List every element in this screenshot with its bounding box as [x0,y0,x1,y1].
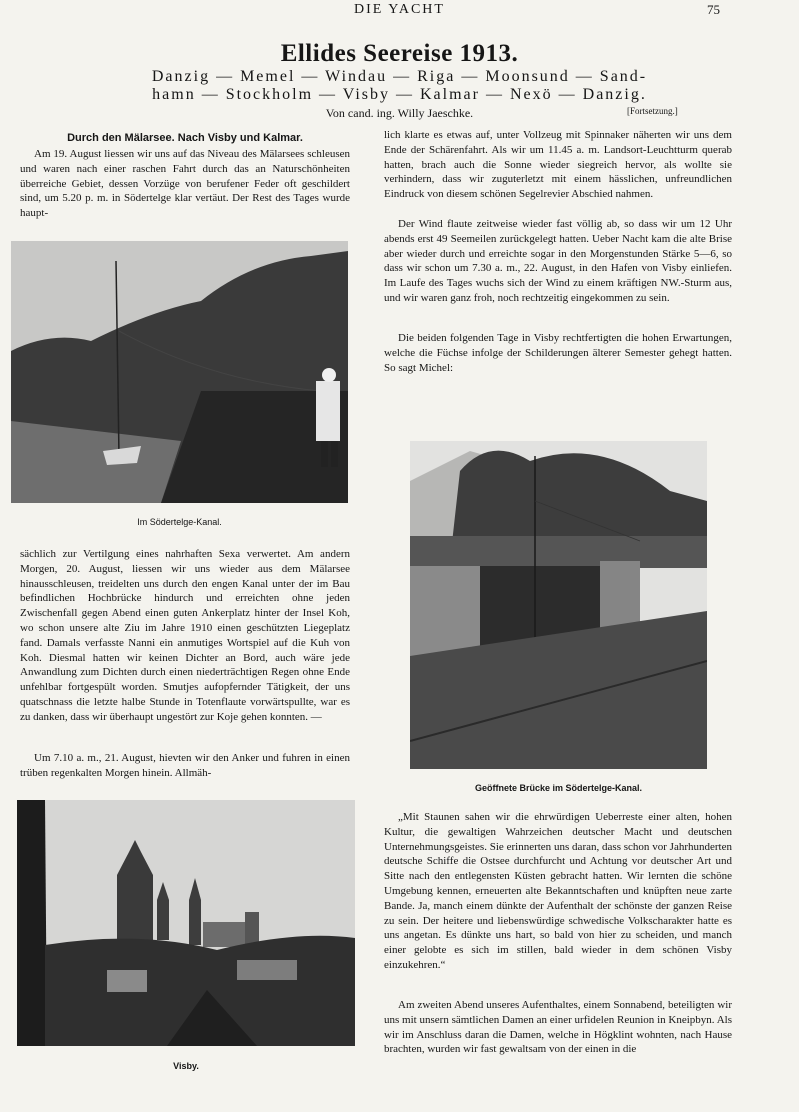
author-line: Von cand. ing. Willy Jaeschke. [325,106,474,120]
route-line-1: Danzig — Memel — Windau — Riga — Moonsund — Sand- [151,68,648,85]
paragraph: Der Wind flaute zeitweise wieder fast völlig ab, so dass wir um 12 Uhr abends erst 49 Seemeilen zurückgelegt hatten. Ueber Nacht kam die alte Brise aber wieder durch und erreichte sogar in den Morgenstunden Stärke 5—6, so dass wir schon um 7.30 a. m., 22. August, in den Hafen von Visby einliefen. Im Laufe des Tages wuchs sich der Wind zu einem kräftigen NW.-Sturm aus, und wir waren ganz froh, noch rechtzeitig eingekommen zu sein. [384,218,732,304]
canal-photo [11,241,348,503]
section-heading: Durch den Mälarsee. Nach Visby und Kalmar. [67,132,303,144]
paragraph: Die beiden folgenden Tage in Visby rechtfertigten die hohen Erwartungen, welche die Füchse infolge der Schilderungen älterer Semester gehegt hatten. So sagt Michel: [384,332,732,374]
running-head: DIE YACHT [354,2,445,17]
visby-caption: Visby. [173,1061,199,1071]
continued-note: [Fortsetzung.] [627,106,678,116]
paragraph: Um 7.10 a. m., 21. August, hievten wir den Anker und fuhren in einen trüben regenkalten Morgen hinein. Allmäh- [20,752,350,779]
bridge-caption: Geöffnete Brücke im Södertelge-Kanal. [474,783,643,793]
paragraph: Am zweiten Abend unseres Aufenthaltes, einem Sonnabend, beteiligten wir uns mit unsern sämtlichen Damen an einer urfidelen Reunion in Kneipbyn. Als wir im Anschluss daran die Damen, welche in Högklint wohnten, nach Hause brachten, wurden wir fast gewaltsam von der einen in die [384,999,732,1056]
paragraph: „Mit Staunen sahen wir die ehrwürdigen Ueberreste einer alten, hohen Kultur, die gewaltigen Wahrzeichen deutscher Macht und deutschen Unternehmungsgeistes. Sie erinnerten uns daran, dass schon vor Jahrhunderten deutsche Schiffe die Ostsee durchfurcht und Achtung vor deutscher Art und Sitte nach den entlegensten Küsten gebracht hatten. Wir lernten die schöne Umgebung kennen, erneuerten alte Bekanntschaften und knüpften neue zarte Bande. Ja, manch einem dünkte der Aufenthalt der schönste der ganzen Reise zu sein. Der heitere und liebenswürdige schwedische Volkscharakter hatte es uns angetan. Es dünkte uns hart, so bald von hier zu scheiden, und manch einer gelobte es sich im stillen, bald wieder in dem schönen Visby einzukehren.“ [384,811,732,971]
left-column-top [20,132,350,221]
visby-photo [17,800,355,1046]
paragraph: Am 19. August liessen wir uns auf das Niveau des Mälarsees schleusen und waren nach einer raschen Fahrt durch das an Naturschönheiten überreiche Gebiet, dessen Vorzüge von berufener Feder oft geschildert sind, um 5.20 p. m. in Södertelge klar vertäut. Der Rest des Tages wurde haupt- [20,148,350,220]
bridge-photo [410,441,707,769]
paragraph: lich klarte es etwas auf, unter Vollzeug mit Spinnaker näherten wir uns dem Ende der Schärenfahrt. Als wir um 11.45 a. m. Landsort-Leuchtturm querab hatten, brach auch die Sonne wieder siegreich hervor, als wollte sie verhindern, dass wir zuguterletzt mit einem hässlichen, unfreundlichen Eindruck von diesem schönen Segelrevier Abschied nahmen. [384,129,732,201]
route-line-2: hamn — Stockholm — Visby — Kalmar — Nexö — Danzig. [152,86,647,103]
page-number: 75 [707,2,720,17]
paragraph: sächlich zur Vertilgung eines nahrhaften Sexa verwertet. Am andern Morgen, 20. August, liessen wir uns wieder aus dem Mälarsee hinausschleusen, treidelten uns durch den engen Kanal unter der im Bau befindlichen Hochbrücke hindurch und erreichten ohne jeden Zwischenfall gegen Abend einen guten Ankerplatz hinter der Insel Koh, wo schon unsere alte Ziu im Jahre 1910 einen geschützten Liegeplatz fand. Damals verfasste Nanni ein anmutiges Wortspiel auf die Kuh von Koh. Diesmal hatten wir keinen Dichter an Bord, auch wäre jede Anwandlung zum Dichten durch einen niederträchtigen Regen ohne Ende unfehlbar fortgespült worden. Smutjes aufopfernder Tätigkeit, der uns quatschnass die letzte halbe Stunde in Totenflaute vorwärtspullte, war es zu danken, dass wir überhaupt ungestört zur Koje gehen konnten. — [20,548,350,723]
article-title: Ellides Seereise 1913. [280,40,519,67]
canal-caption: Im Södertelge-Kanal. [137,517,222,527]
